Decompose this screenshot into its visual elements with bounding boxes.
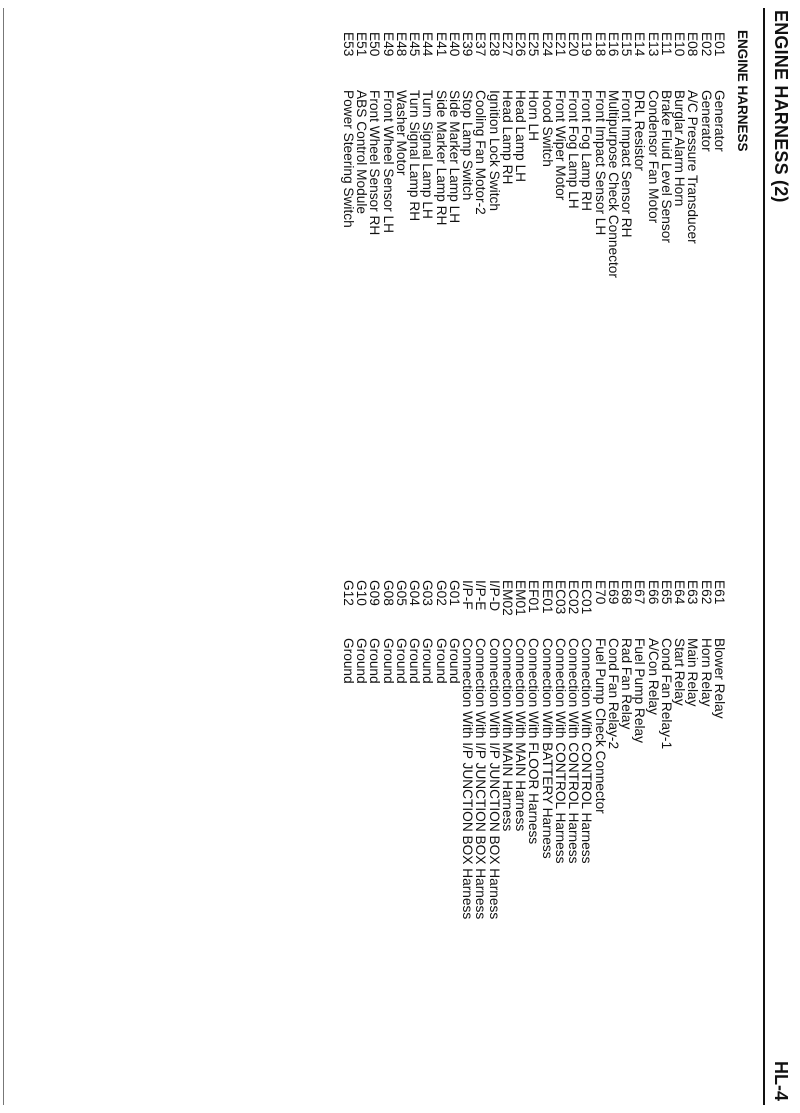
connector-row (488, 580, 501, 919)
connector-code: E50 (367, 32, 383, 57)
connector-description: Ground (354, 638, 370, 684)
connector-code: E02 (698, 32, 714, 57)
connector-code: E48 (394, 32, 409, 57)
connector-description: Fuel Pump Relay (632, 638, 648, 743)
connector-code: E53 (341, 32, 356, 57)
connector-code: G01 (447, 580, 462, 606)
connector-code: E27 (500, 32, 515, 57)
connector-row (673, 32, 686, 278)
connector-description: Front Fog Lamp RH (579, 90, 595, 211)
connector-row (554, 32, 567, 278)
connector-row (408, 580, 421, 919)
connector-code: E44 (420, 32, 436, 57)
connector-description: Head Lamp RH (500, 90, 515, 185)
connector-row (448, 580, 461, 919)
connector-description: Burglar Alarm Horn (672, 90, 688, 207)
connector-code: EC01 (579, 580, 595, 615)
connector-row (342, 580, 355, 919)
connector-list-left (342, 32, 726, 278)
connector-code: I/P-E (473, 580, 489, 611)
connector-row (686, 580, 699, 919)
connector-description: Turn Signal Lamp LH (420, 90, 436, 219)
connector-code: E63 (685, 580, 701, 605)
connector-row (408, 32, 421, 278)
connector-description: Ground (420, 638, 436, 684)
connector-code: E69 (606, 580, 621, 605)
page-frame-edge (3, 8, 4, 1105)
connector-description: Connection With I/P JUNCTION BOX Harness (486, 638, 502, 920)
connector-row (633, 32, 646, 278)
connector-row (686, 32, 699, 278)
connector-description: Ground (407, 638, 423, 684)
connector-description: Generator (698, 90, 714, 152)
connector-description: Fuel Pump Check Connector (592, 638, 608, 814)
connector-description: Start Relay (672, 638, 688, 706)
connector-code: E65 (659, 580, 674, 605)
connector-code: E08 (685, 32, 701, 57)
connector-description: Front Fog Lamp LH (566, 90, 582, 209)
connector-description: Condensor Fan Motor (645, 90, 661, 224)
connector-description: ABS Control Module (354, 90, 370, 215)
connector-row (421, 580, 434, 919)
connector-description: Connection With BATTERY Harness (539, 638, 555, 859)
connector-code: E68 (619, 580, 635, 605)
connector-description: Connection With MAIN Harness (513, 638, 529, 832)
connector-code: I/P-D (486, 580, 502, 612)
connector-code: E24 (539, 32, 555, 57)
connector-description: Front Impact Sensor LH (592, 90, 608, 236)
connector-code: E20 (566, 32, 582, 57)
connector-code: G02 (433, 580, 449, 606)
connector-description: Side Marker Lamp RH (433, 90, 449, 226)
connector-row (421, 32, 434, 278)
connector-row (620, 580, 633, 919)
connector-code: E21 (553, 32, 568, 57)
connector-row (700, 580, 713, 919)
connector-row (488, 32, 501, 278)
connector-row (713, 32, 726, 278)
page-number: HL-4 (771, 1061, 791, 1101)
connector-row (673, 580, 686, 919)
connector-code: G09 (367, 580, 383, 606)
connector-code: E70 (592, 580, 608, 605)
connector-description: Multipurpose Check Connector (606, 90, 621, 278)
connector-row (461, 580, 474, 919)
connector-row (541, 580, 554, 919)
connector-code: E66 (645, 580, 661, 605)
connector-description: Stop Lamp Switch (460, 90, 476, 201)
connector-description: Ignition Lock Switch (486, 90, 502, 211)
connector-code: E61 (712, 580, 727, 605)
connector-row (501, 580, 514, 919)
connector-row (527, 32, 540, 278)
connector-code: EE01 (539, 580, 555, 614)
connector-row (501, 32, 514, 278)
title-rule (763, 8, 765, 1105)
connector-code: G03 (420, 580, 436, 606)
connector-description: Head Lamp LH (513, 90, 529, 183)
connector-code: E19 (579, 32, 595, 57)
connector-row (527, 580, 540, 919)
connector-code: I/P-F (460, 580, 476, 610)
connector-row (567, 580, 580, 919)
connector-description: Horn Relay (698, 638, 714, 707)
connector-row (368, 32, 381, 278)
connector-code: E41 (433, 32, 449, 57)
connector-row (382, 580, 395, 919)
connector-code: E28 (486, 32, 502, 57)
connector-row (554, 580, 567, 919)
connector-description: Brake Fluid Level Sensor (659, 90, 674, 243)
connector-code: E26 (513, 32, 529, 57)
connector-description: Cond Fan Relay-2 (606, 638, 621, 750)
connector-description: Hood Switch (539, 90, 555, 167)
connector-row (368, 580, 381, 919)
connector-code: G04 (407, 580, 423, 606)
connector-row (647, 32, 660, 278)
connector-row (514, 580, 527, 919)
connector-description: Turn Signal Lamp RH (407, 90, 423, 222)
connector-description: Generator (712, 90, 727, 152)
connector-row (355, 32, 368, 278)
connector-list-right (342, 580, 726, 919)
connector-code: E14 (632, 32, 648, 57)
connector-row (474, 32, 487, 278)
connector-row (567, 32, 580, 278)
connector-description: Ground (380, 638, 396, 684)
connector-description: Cond Fan Relay-1 (659, 638, 674, 750)
connector-code: E67 (632, 580, 648, 605)
connector-description: Front Wheel Sensor RH (367, 90, 383, 236)
connector-code: E25 (526, 32, 542, 57)
connector-description: Front Wheel Sensor LH (380, 90, 396, 234)
connector-code: E10 (672, 32, 688, 57)
connector-row (594, 32, 607, 278)
connector-row (435, 32, 448, 278)
connector-code: E11 (659, 32, 674, 56)
connector-description: Connection With CONTROL Harness (579, 638, 595, 864)
connector-description: Front Impact Sensor RH (619, 90, 635, 238)
connector-code: EM01 (513, 580, 529, 616)
connector-code: G05 (394, 580, 409, 606)
connector-description: Blower Relay (712, 638, 727, 719)
connector-code: EC02 (566, 580, 582, 615)
connector-code: G08 (380, 580, 396, 606)
connector-row (607, 580, 620, 919)
section-heading: ENGINE HARNESS (735, 30, 750, 152)
connector-code: E64 (672, 580, 688, 605)
connector-row (700, 32, 713, 278)
connector-code: E16 (606, 32, 621, 57)
connector-description: A/Con Relay (645, 638, 661, 715)
connector-row (660, 580, 673, 919)
connector-row (660, 32, 673, 278)
connector-code: E37 (473, 32, 489, 57)
connector-row (448, 32, 461, 278)
connector-description: Power Steering Switch (341, 90, 356, 228)
connector-description: Ground (394, 638, 409, 684)
connector-row (342, 32, 355, 278)
connector-description: Rad Fan Relay (619, 638, 635, 730)
connector-code: G12 (341, 580, 356, 606)
connector-code: EM02 (500, 580, 515, 616)
connector-description: Connection With I/P JUNCTION BOX Harness (460, 638, 476, 920)
connector-code: E18 (592, 32, 608, 57)
connector-description: Horn LH (526, 90, 542, 141)
connector-code: E01 (712, 32, 727, 57)
page-title: ENGINE HARNESS (2) (771, 10, 791, 203)
connector-description: Ground (341, 638, 356, 684)
connector-description: A/C Pressure Transducer (685, 90, 701, 244)
connector-description: Connection With MAIN Harness (500, 638, 515, 832)
connector-row (435, 580, 448, 919)
connector-row (580, 580, 593, 919)
connector-row (395, 32, 408, 278)
connector-description: Ground (447, 638, 462, 684)
connector-description: Connection With CONTROL Harness (566, 638, 582, 864)
connector-code: E40 (447, 32, 462, 57)
connector-row (647, 580, 660, 919)
connector-row (607, 32, 620, 278)
connector-code: E51 (354, 32, 370, 57)
connector-code: E13 (645, 32, 661, 57)
connector-row (382, 32, 395, 278)
connector-description: DRL Resistor (632, 90, 648, 171)
connector-description: Cooling Fan Motor-2 (473, 90, 489, 215)
connector-row (355, 580, 368, 919)
connector-description: Ground (433, 638, 449, 684)
connector-description: Main Relay (685, 638, 701, 707)
connector-row (474, 580, 487, 919)
connector-description: Ground (367, 638, 383, 684)
connector-description: Connection With CONTROL Harness (553, 638, 568, 864)
connector-description: Washer Motor (394, 90, 409, 176)
connector-description: Connection With FLOOR Harness (526, 638, 542, 845)
connector-code: E45 (407, 32, 423, 57)
connector-row (580, 32, 593, 278)
connector-row (713, 580, 726, 919)
connector-code: EF01 (526, 580, 542, 613)
connector-code: G10 (354, 580, 370, 606)
connector-code: EC03 (553, 580, 568, 615)
connector-row (620, 32, 633, 278)
connector-row (461, 32, 474, 278)
connector-row (594, 580, 607, 919)
connector-row (633, 580, 646, 919)
connector-description: Connection With I/P JUNCTION BOX Harness (473, 638, 489, 920)
connector-description: Front Wiper Motor (553, 90, 568, 201)
connector-row (541, 32, 554, 278)
connector-code: E49 (380, 32, 396, 57)
connector-code: E62 (698, 580, 714, 605)
connector-code: E39 (460, 32, 476, 57)
connector-row (395, 580, 408, 919)
connector-code: E15 (619, 32, 635, 57)
connector-row (514, 32, 527, 278)
connector-description: Side Marker Lamp LH (447, 90, 462, 224)
